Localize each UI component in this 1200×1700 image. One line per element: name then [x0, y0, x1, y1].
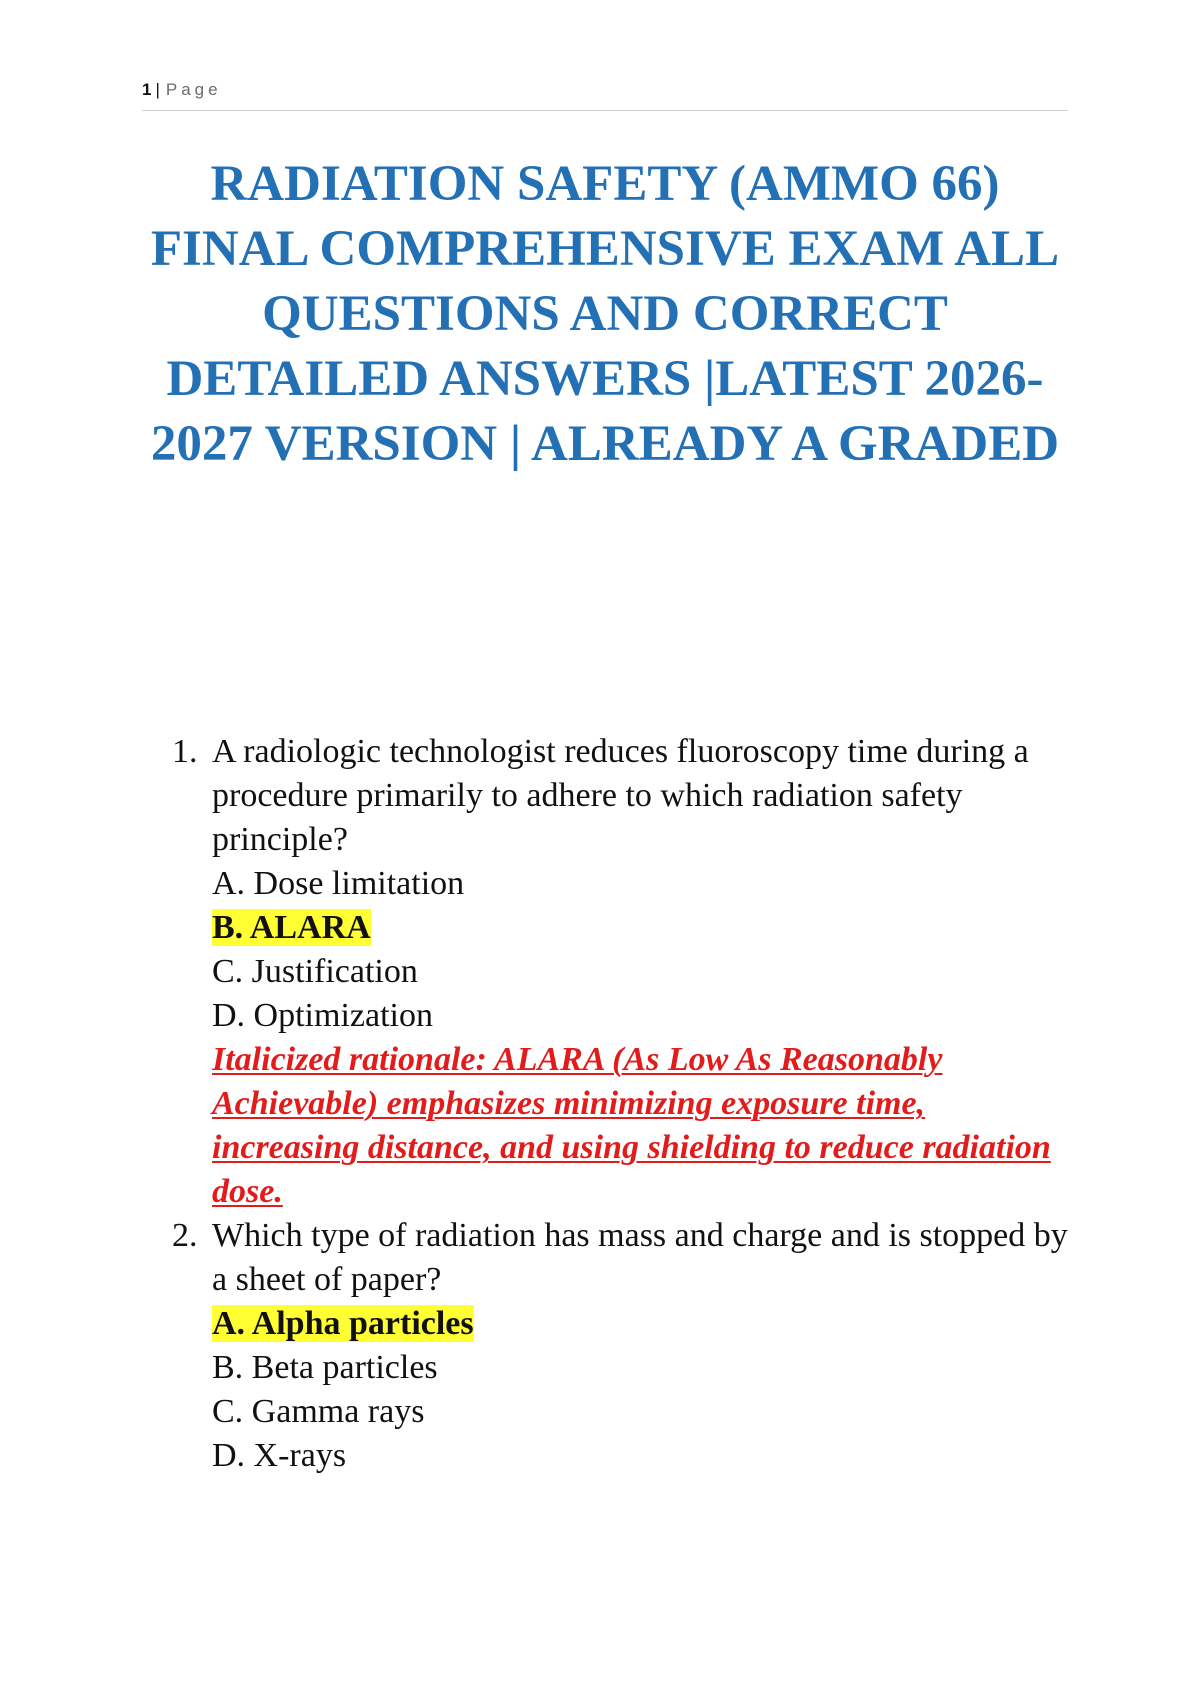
page-header: [142, 80, 1068, 111]
option-b-correct: [212, 906, 1072, 950]
option-d: [212, 994, 1072, 1038]
option-a: [212, 862, 1072, 906]
option-text: D. X-rays: [212, 1437, 347, 1474]
page-number: 1: [142, 80, 152, 99]
option-text: D. Optimization: [212, 997, 433, 1034]
page-label: Page: [165, 80, 222, 99]
option-text: C. Justification: [212, 953, 418, 990]
question-body: [212, 730, 1072, 1214]
option-text: B. ALARA: [212, 909, 371, 946]
option-text: A. Dose limitation: [212, 865, 465, 902]
question-text: Which type of radiation has mass and charge and is stopped by a sheet of paper?: [212, 1217, 1068, 1298]
option-c: [212, 1390, 1072, 1434]
question-list: [172, 730, 1072, 1478]
question-body: [212, 1214, 1072, 1478]
option-c: [212, 950, 1072, 994]
question-number: 1.: [172, 733, 198, 770]
document-title: RADIATION SAFETY (AMMO 66) FINAL COMPREHENSIVE EXAM ALL QUESTIONS AND CORRECT DETAILED ANSWERS |LATEST 2026-2027 VERSION | ALREADY A GRADED: [150, 156, 1060, 472]
option-text: B. Beta particles: [212, 1349, 438, 1386]
option-d: [212, 1434, 1072, 1478]
option-a-correct: [212, 1302, 1072, 1346]
question-1: [172, 730, 1072, 1214]
option-text: C. Gamma rays: [212, 1393, 425, 1430]
page-separator: |: [155, 80, 160, 99]
rationale-text: Italicized rationale: ALARA (As Low As Reasonably Achievable) emphasizes minimizing exposure time, increasing distance, and using shielding to reduce radiation dose.: [212, 1041, 1051, 1210]
option-text: A. Alpha particles: [212, 1305, 474, 1342]
question-number: 2.: [172, 1217, 198, 1254]
question-text: A radiologic technologist reduces fluoroscopy time during a procedure primarily to adhere to which radiation safety principle?: [212, 733, 1029, 858]
option-b: [212, 1346, 1072, 1390]
question-2: [172, 1214, 1072, 1478]
